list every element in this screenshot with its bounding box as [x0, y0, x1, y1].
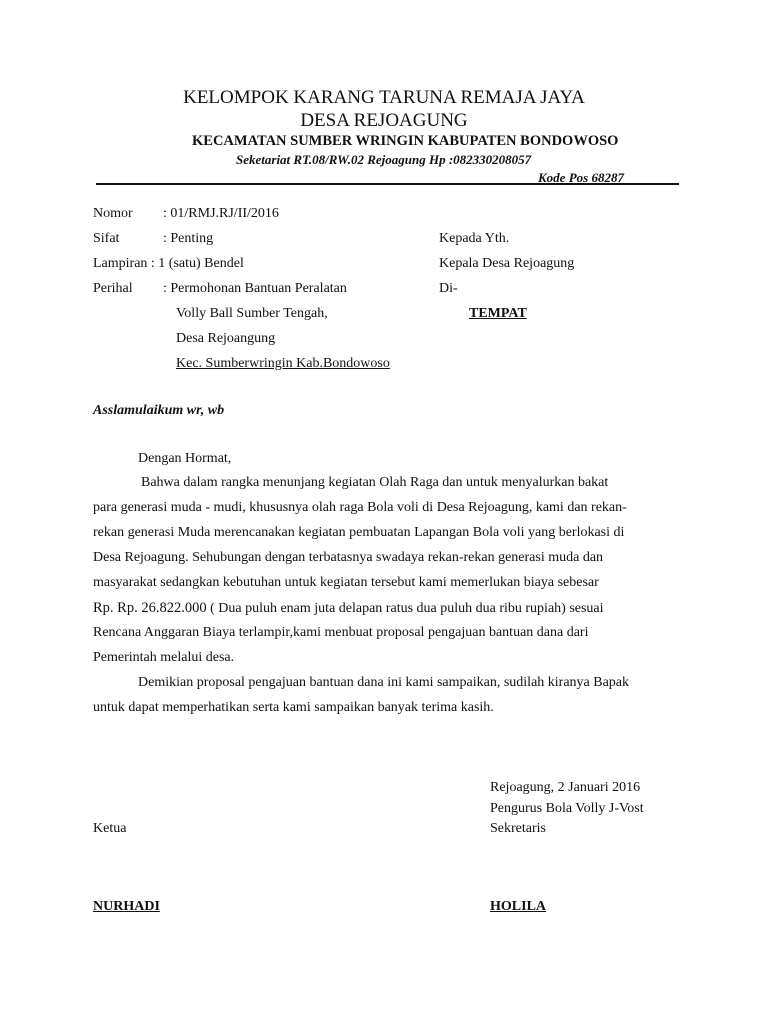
perihal-line-2: Volly Ball Sumber Tengah, [176, 306, 328, 321]
right-signer-name: HOLILA [490, 899, 547, 914]
body-line-4: Desa Rejoagung. Sehubungan dengan terbatasnya swadaya rekan-rekan generasi muda dan [93, 550, 604, 565]
left-role: Ketua [93, 821, 127, 836]
closing-line-1: Demikian proposal pengajuan bantuan dana ini kami sampaikan, sudilah kiranya Bapak [138, 675, 630, 690]
amount-words: ( Dua puluh enam juta delapan ratus dua puluh dua ribu rupiah) sesuai [206, 601, 604, 616]
org-title: KELOMPOK KARANG TARUNA REMAJA JAYA [183, 87, 585, 108]
right-role: Sekretaris [490, 821, 546, 836]
perihal-line-1: : Permohonan Bantuan Peralatan [163, 281, 347, 296]
body-line-5: masyarakat sedangkan kebutuhan untuk kegiatan tersebut kami memerlukan biaya sebesar [93, 575, 599, 590]
recipient-line-2: Kepala Desa Rejoagung [439, 256, 575, 271]
body-line-1: Bahwa dalam rangka menunjang kegiatan Olah Raga dan untuk menyalurkan bakat [141, 475, 609, 490]
signature-org: Pengurus Bola Volly J-Vost [490, 801, 644, 816]
body-line-8: Pemerintah melalui desa. [93, 650, 235, 665]
village-title: DESA REJOAGUNG [300, 110, 468, 131]
greeting: Asslamulaikum wr, wb [93, 403, 225, 418]
recipient-line-1: Kepada Yth. [439, 231, 510, 246]
sifat-label: Sifat [93, 231, 120, 246]
perihal-label: Perihal [93, 281, 133, 296]
body-line-amount [93, 600, 604, 617]
postal-code: Kode Pos 68287 [538, 170, 624, 185]
nomor-value: : 01/RMJ.RJ/II/2016 [163, 206, 279, 221]
salutation: Dengan Hormat, [138, 451, 232, 466]
place-date: Rejoagung, 2 Januari 2016 [490, 780, 641, 795]
amount-value: Rp. Rp. 26.822.000 [93, 600, 207, 616]
left-signer-name: NURHADI [93, 899, 160, 914]
closing-line-2: untuk dapat memperhatikan serta kami sampaikan banyak terima kasih. [93, 700, 494, 715]
perihal-line-4: Kec. Sumberwringin Kab.Bondowoso [176, 356, 390, 371]
recipient-place: TEMPAT [469, 306, 527, 321]
nomor-label: Nomor [93, 206, 133, 221]
district-line: KECAMATAN SUMBER WRINGIN KABUPATEN BONDOWOSO [192, 133, 619, 149]
body-line-7: Rencana Anggaran Biaya terlampir,kami menbuat proposal pengajuan bantuan dana dari [93, 625, 589, 640]
recipient-line-3: Di- [439, 281, 458, 296]
lampiran-line: Lampiran : 1 (satu) Bendel [93, 256, 244, 271]
sifat-value: : Penting [163, 231, 214, 246]
secretariat-line: Seketariat RT.08/RW.02 Rejoagung Hp :082330208057 [236, 152, 532, 167]
body-line-2: para generasi muda - mudi, khususnya olah raga Bola voli di Desa Rejoagung, kami dan rekan- [93, 500, 627, 515]
body-line-3: rekan generasi Muda merencanakan kegiatan pembuatan Lapangan Bola voli yang berlokasi di [93, 525, 625, 540]
perihal-line-3: Desa Rejoangung [176, 331, 276, 346]
